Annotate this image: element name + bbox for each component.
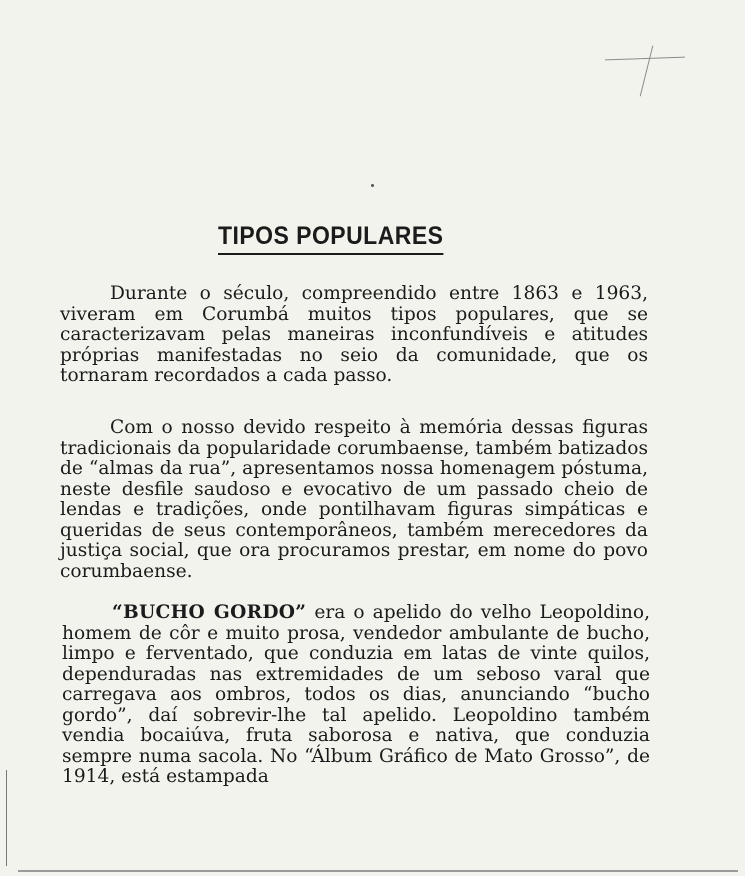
pencil-mark-stroke	[640, 46, 654, 97]
ink-speck	[371, 184, 374, 187]
paragraph-tribute: Com o nosso devido respeito à memória dessas figuras tradicionais da popularidade corumbaense, também batizados de “almas da rua”, apresentamos nossa homenagem póstuma, neste desfile saudoso e evocativo de um passado cheio de lendas e tradições, onde pontilhavam figuras simpáticas e queridas de seus contemporâneos, também merecedores da justiça social, que ora procuramos prestar, em nome do povo corumbaense.	[60, 417, 648, 582]
page-title: TIPOS POPULARES	[218, 222, 443, 255]
entry-heading: “BUCHO GORDO”	[112, 602, 307, 623]
paragraph-bucho-gordo	[62, 603, 650, 788]
paragraph-intro: Durante o século, compreendido entre 1863 e 1963, viveram em Corumbá muitos tipos populares, que se caracterizavam pelas maneiras inconfundíveis e atitudes próprias manifestadas no seio da comunidade, que os tornaram recordados a cada passo.	[60, 283, 648, 386]
entry-body: era o apelido do velho Leopoldino, homem de côr e muito prosa, vendedor ambulante de bucho, limpo e ferventado, que conduzia em latas de vinte quilos, dependuradas nas extremidades de um seboso varal que carregava aos ombros, todos os dias, anunciando “bucho gordo”, daí sobrevir-lhe tal apelido. Leopoldino também vendia bocaiúva, fruta saborosa e nativa, que conduzia sempre numa sacola. No “Álbum Gráfico de Mato Grosso”, de 1914, está estampada	[62, 602, 651, 787]
page-bottom-edge	[18, 870, 738, 872]
page-edge-line	[6, 770, 7, 866]
pencil-mark	[605, 57, 685, 61]
